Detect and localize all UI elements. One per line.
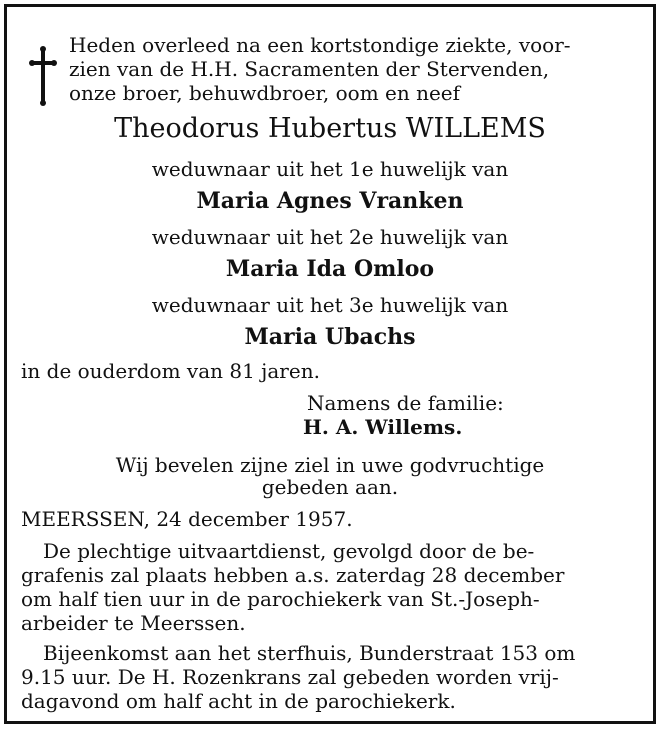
place-date: MEERSSEN, 24 december 1957. — [21, 507, 353, 531]
intro-line-2: zien van de H.H. Sacramenten der Stervenden, — [69, 57, 550, 81]
funeral-line-2: grafenis zal plaats hebben a.s. zaterdag 28 december — [21, 563, 565, 587]
marriage-3-spouse: Maria Ubachs — [244, 324, 416, 350]
funeral-line-4: arbeider te Meerssen. — [21, 611, 246, 635]
intro-line-1: Heden overleed na een kortstondige ziekte, voor- — [69, 33, 571, 57]
deceased-name: Theodorus Hubertus WILLEMS — [114, 113, 546, 144]
marriage-3-relation: weduwnaar uit het 3e huwelijk van — [151, 293, 509, 317]
gathering-line-3: dagavond om half acht in de parochiekerk. — [21, 689, 456, 713]
funeral-line-3: om half tien uur in de parochiekerk van St.-Joseph- — [21, 587, 540, 611]
marriage-1-relation: weduwnaar uit het 1e huwelijk van — [151, 157, 509, 181]
intro-line-3: onze broer, behuwdbroer, oom en neef — [69, 81, 461, 105]
marriage-2-spouse: Maria Ida Omloo — [225, 256, 435, 282]
obituary-notice — [4, 4, 656, 724]
marriage-2-relation: weduwnaar uit het 2e huwelijk van — [151, 225, 509, 249]
prayer-line-1: Wij bevelen zijne ziel in uwe godvruchtige — [115, 453, 545, 477]
family-label: Namens de familie: — [307, 391, 504, 415]
cross-icon — [29, 45, 57, 107]
funeral-line-1: De plechtige uitvaartdienst, gevolgd door de be- — [43, 539, 535, 563]
marriage-1-spouse: Maria Agnes Vranken — [196, 188, 464, 214]
gathering-line-2: 9.15 uur. De H. Rozenkrans zal gebeden worden vrij- — [21, 665, 559, 689]
family-name: H. A. Willems. — [303, 415, 463, 439]
gathering-line-1: Bijeenkomst aan het sterfhuis, Bunderstraat 153 om — [43, 641, 576, 665]
age-line: in de ouderdom van 81 jaren. — [21, 359, 320, 383]
prayer-line-2: gebeden aan. — [261, 475, 399, 499]
